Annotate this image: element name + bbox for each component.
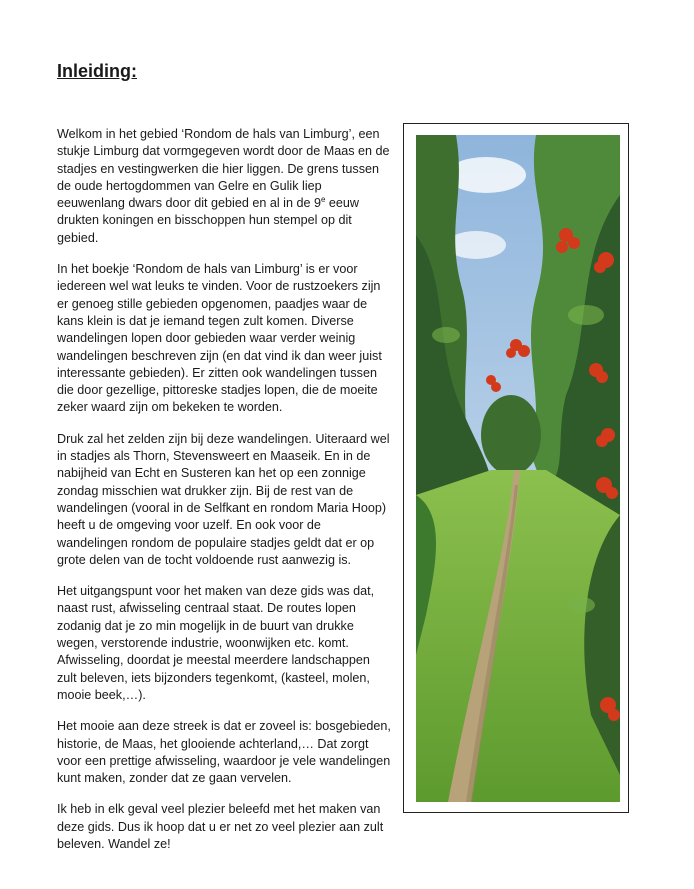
paragraph-4: Het uitgangspunt voor het maken van deze gids was dat, naast rust, afwisseling centraal staat. De routes lopen zodanig dat je zo min mogelijk in de buurt van drukke wegen, verstorende industrie, woonwijken etc. komt. Afwisseling, doordat je meestal meerdere landschappen zult beleven, iets bijzonders tegenkomt, (kasteel, molen, mooie beek,…). bbox=[57, 584, 375, 702]
paragraph-1: Welkom in het gebied ‘Rondom de hals van Limburg’, een stukje Limburg dat vormgegeven wordt door de Maas en de stadjes en vestingwerken die hier liggen. De grens tussen de oude hertogdommen van Gelre en Gulik liep eeuwenlang dwars door dit gebied en al in de 9e eeuw drukten koningen en bisschoppen hun stempel op dit gebied. bbox=[57, 127, 390, 245]
paragraph-2: In het boekje ‘Rondom de hals van Limburg’ is er voor iedereen wel wat leuks te vinden. Voor de rustzoekers zijn er genoeg stille gebieden opgenomen, paadjes waar de kans klein is dat je iemand tegen zult komen. Diverse wandelingen lopen door gebieden waar verder weinig wandelingen beschreven zijn (en dat vind ik dan weer juist interessante gebieden). Er zitten ook wandelingen tussen die door gezellige, pittoreske stadjes lopen, die de moeite zeker waard zijn om bekeken te worden. bbox=[57, 262, 382, 415]
paragraph-5: Het mooie aan deze streek is dat er zoveel is: bosgebieden, historie, de Maas, het glooiende achterland,… Dat zorgt voor een prettige afwisseling, waardoor je vele wandelingen kunt maken, zonder dat ze gaan vervelen. bbox=[57, 719, 391, 786]
photo-frame bbox=[403, 123, 629, 813]
paragraph-3: Druk zal het zelden zijn bij deze wandelingen. Uiteraard wel in stadjes als Thorn, Stevensweert en Maaseik. En in de nabijheid van Echt en Susteren kan het op een zonnige zondag misschien wat drukker zijn. Bij de rest van de wandelingen (vooral in de Selfkant en rondom Maria Hoop) heeft u de omgeving voor uzelf. En ook voor de wandelingen rondom de populaire stadjes geldt dat er op grote delen van de tocht voldoende rust aanwezig is. bbox=[57, 431, 390, 567]
forest-path-photo bbox=[416, 135, 620, 802]
paragraph-6: Ik heb in elk geval veel plezier beleefd met het maken van deze gids. Dus ik hoop dat u er net zo veel plezier aan zult beleven. Wandel ze! bbox=[57, 802, 384, 851]
page-title: Inleiding: bbox=[57, 61, 137, 81]
body-text bbox=[57, 126, 393, 867]
